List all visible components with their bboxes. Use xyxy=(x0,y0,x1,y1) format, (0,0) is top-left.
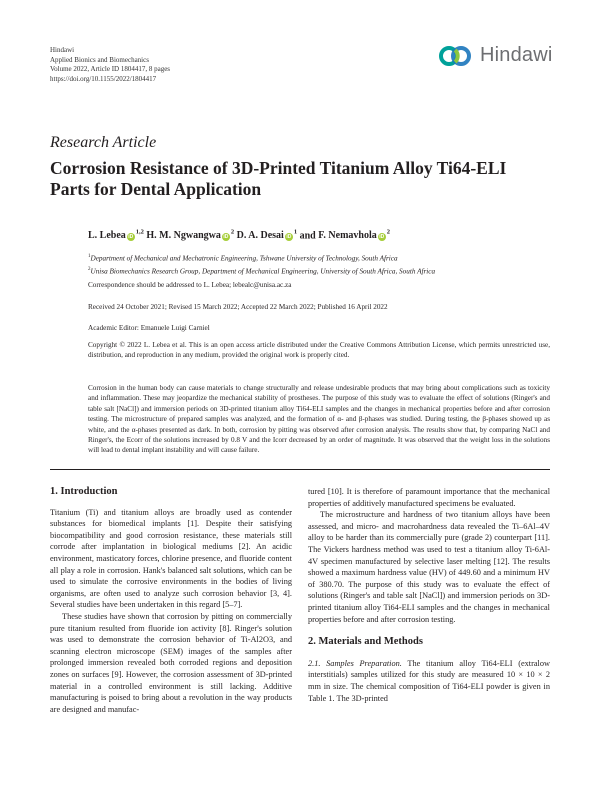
orcid-icon[interactable]: iD xyxy=(223,234,229,241)
publisher-name: Hindawi xyxy=(50,46,75,54)
orcid-icon[interactable]: iD xyxy=(379,234,385,241)
correspondence: Correspondence should be addressed to L. Lebea; lebealc@unisa.ac.za xyxy=(88,281,292,289)
article-type: Research Article xyxy=(50,134,157,151)
volume-info: Volume 2022, Article ID 1804417, 8 pages xyxy=(50,65,171,73)
introduction-heading: 1. Introduction xyxy=(50,486,118,497)
copyright-notice: Copyright © 2022 L. Lebea et al. This is an open access article distributed under the Creative Commons Attribution License, which permits unrestricted use, distribution, and reproduction in any medium, provided the original work is properly cited. xyxy=(88,341,550,359)
affiliations xyxy=(88,251,435,278)
hindawi-rings-icon xyxy=(438,45,474,67)
doi-link[interactable]: https://doi.org/10.1155/2022/1804417 xyxy=(50,74,157,83)
intro-paragraph-1: Titanium (Ti) and titanium alloys are broadly used as contender substances for biomedical implants [1]. Despite their satisfying biocompatibility and good corrosion resistance, these materials still corrode after implantation in biological mediums [2]. An acidic environment, masticatory forces, chlorine presence, and fluoride content all play a role in corrosion. Hank's balanced salt solutions, which can be used to simulate the corrosive environments in the bodies of living organisms, are often used to analyze such corrosion behavior [3, 4]. Several studies have been undertaken in this regard [5–7]. xyxy=(50,507,292,610)
author-3[interactable]: D. A. Desai $iD^1$ xyxy=(236,229,298,242)
publication-dates: Received 24 October 2021; Revised 15 March 2022; Accepted 22 March 2022; Published 16 April 2022 xyxy=(88,303,388,311)
intro-paragraph-2: These studies have shown that corrosion by pitting on commercially pure titanium resulted from fluoride ion activity [8]. Ringer's solution was used to demonstrate the corrosion behavior of Ti-Al2O3, and scanning electron microscope (SEM) images of the samples after prolonged immersion revealed both corroded regions and deposition zones on surfaces [9]. However, the corrosion assessment of 3D-printed material in a controlled environment is still lacking. Additive manufacturing is poised to bring about a revolution in the way products are designed and manufac- xyxy=(50,611,292,714)
abstract: Corrosion in the human body can cause materials to change structurally and release undesirable products that may bring about complications such as toxicity and inflammation. These may jeopardize the mechanical stability of prostheses. The purpose of this study was to evaluate the effect of solutions (Ringer's and table salt [NaCl]) and immersion periods on 3D-printed titanium alloy Ti64-ELI samples and the changes in mechanical properties before and after corrosion testing. The microstructure of prepared samples was analyzed, and the formation of α- and β-phases was studied. During testing, the β-phases showed up as white, and the α-phases presented as dark. In both, corrosion by pitting was observed after corrosion analysis. The results show that, by comparing NaCl and Ringer's, the Ecorr of the solutions increased by 0.8 V and the Icorr decreased by an order of magnitude. It was observed that the weight loss in the solutions will lead to dental implant instability and will cause failure. xyxy=(88,384,550,455)
author-4[interactable]: F. Nemavhola $iD^2$ xyxy=(318,229,390,242)
article-title: Corrosion Resistance of 3D-Printed Titanium Alloy Ti64-ELI Parts for Dental Application xyxy=(50,158,507,199)
right-paragraph-1: tured [10]. It is therefore of paramount importance that the mechanical properties of additively manufactured specimens be evaluated. xyxy=(308,487,550,508)
section-divider xyxy=(50,469,550,470)
left-column xyxy=(50,486,292,715)
orcid-icon[interactable]: iD xyxy=(286,234,292,241)
right-column xyxy=(308,486,550,704)
samples-preparation-subheading: 2.1. Samples Preparation. xyxy=(308,658,402,668)
academic-editor: Academic Editor: Emanuele Luigi Carniel xyxy=(88,324,210,332)
orcid-icon[interactable]: iD xyxy=(128,234,134,241)
journal-header xyxy=(50,46,170,84)
affiliation-1: $^1$Department of Mechanical and Mechatronic Engineering, Tshwane University of Technology, South Africa xyxy=(88,254,398,263)
methods-heading: 2. Materials and Methods xyxy=(308,636,423,648)
affiliation-2: $^2$Unisa Biomechanics Research Group, Department of Mechanical Engineering, University of South Africa, South Africa xyxy=(88,267,436,276)
methods-paragraph-1: 2.1. Samples Preparation. The titanium alloy Ti64-ELI (extralow interstitials) samples utilized for this study are measured 10 × 10 × 2 mm in size. The chemical composition of Ti64-ELI powder is given in Table 1. The 3D-printed xyxy=(308,658,551,703)
logo-text: Hindawi xyxy=(480,44,553,66)
author-1[interactable]: L. Lebea iD$^{1,2}$ xyxy=(88,229,144,242)
right-paragraph-2: The microstructure and hardness of two titanium alloys have been assessed, and micro- and macrohardness data revealed the Ti–6Al–4V alloy to be harder than its commercially pure (grade 2) counterpart [11]. The Vickers hardness method was used to test a titanium alloy Ti-6Al-4V specimen manufactured by selective laser melting [12]. The results showed a maximum hardness value (HV) of 449.60 and a minimum HV of 380.70. The purpose of this study was to evaluate the effect of solutions (Ringer's and table salt [NaCl]) and immersion periods on 3D-printed titanium alloy Ti64-ELI samples and the changes in mechanical properties before and after corrosion testing. xyxy=(308,510,550,624)
author-list: L. Lebea iD$^{1,2}$ H. M. Ngwangwa $iD^2$ D. A. Desai $iD^1$ and F. Nemavhola $iD^2$ xyxy=(88,229,390,242)
journal-name: Applied Bionics and Biomechanics xyxy=(50,55,149,64)
hindawi-logo[interactable] xyxy=(438,44,553,67)
author-2[interactable]: H. M. Ngwangwa $iD^2$ xyxy=(146,229,235,242)
